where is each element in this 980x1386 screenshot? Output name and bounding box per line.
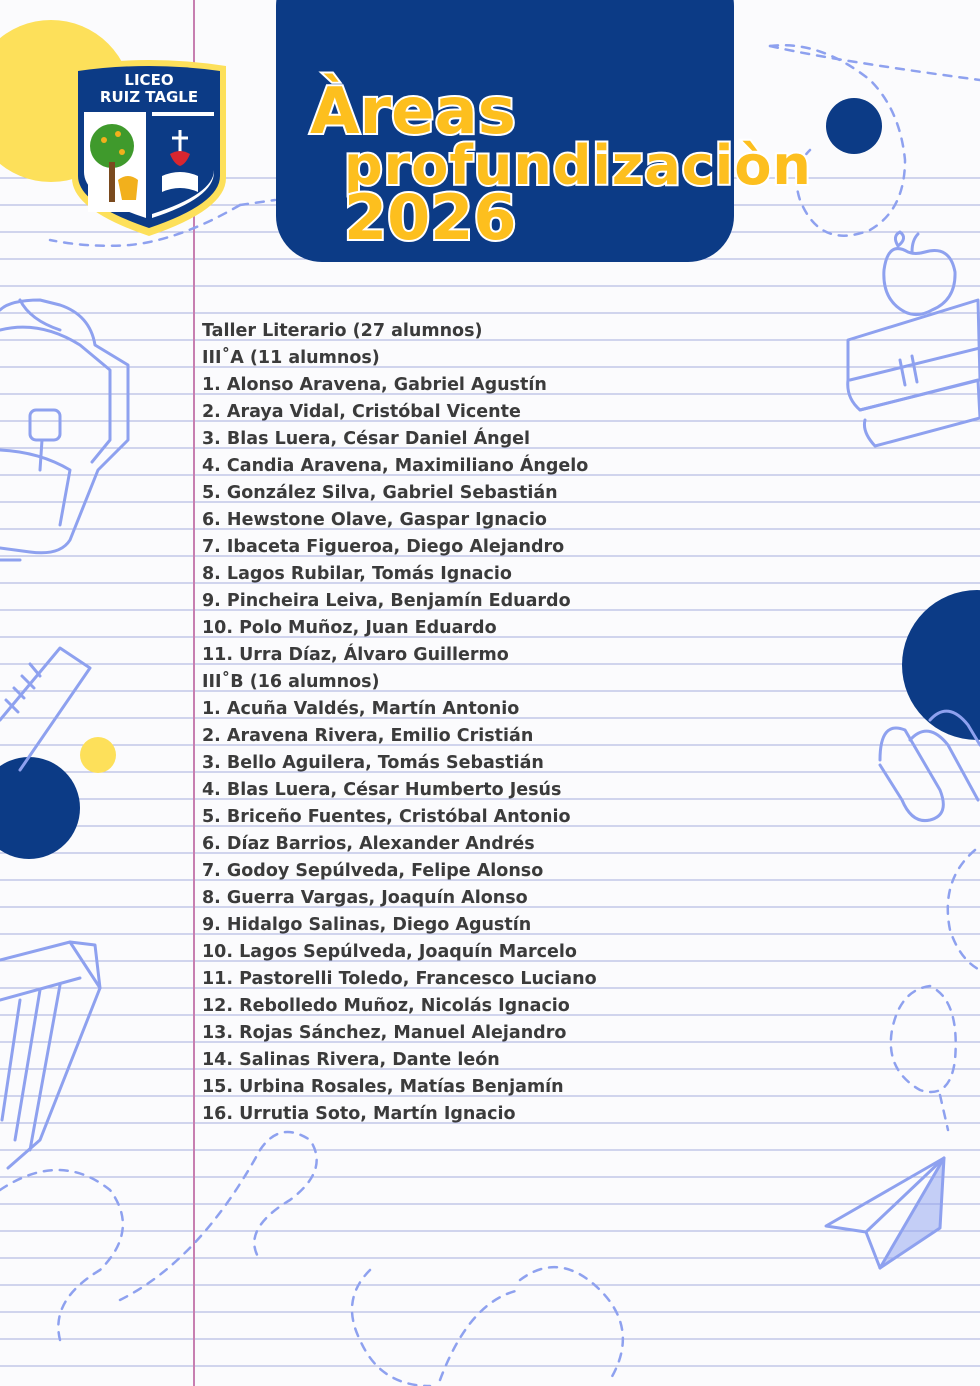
list-item: 7. Ibaceta Figueroa, Diego Alejandro	[202, 537, 565, 557]
list-item: 3. Blas Luera, César Daniel Ángel	[202, 429, 531, 449]
group-heading: III˚B (16 alumnos)	[202, 672, 380, 692]
list-item: 7. Godoy Sepúlveda, Felipe Alonso	[202, 861, 544, 881]
list-item: 10. Lagos Sepúlveda, Joaquín Marcelo	[202, 942, 577, 962]
pencil-icon	[0, 942, 100, 1168]
list-item: 14. Salinas Rivera, Dante león	[202, 1050, 500, 1070]
list-item: 9. Pincheira Leiva, Benjamín Eduardo	[202, 591, 571, 611]
ruler-icon	[0, 648, 90, 770]
student-list	[202, 318, 597, 1128]
books-icon	[848, 300, 980, 446]
list-item: 6. Díaz Barrios, Alexander Andrés	[202, 834, 535, 854]
list-item: 5. González Silva, Gabriel Sebastián	[202, 483, 558, 503]
list-item: 16. Urrutia Soto, Martín Ignacio	[202, 1104, 516, 1124]
logo-line-1: LICEO	[124, 71, 174, 89]
page-title	[310, 75, 812, 255]
list-item: 2. Aravena Rivera, Emilio Cristián	[202, 726, 534, 746]
list-item: 6. Hewstone Olave, Gaspar Ignacio	[202, 510, 547, 530]
paperclip-icon	[880, 711, 980, 820]
list-item: 10. Polo Muñoz, Juan Eduardo	[202, 618, 497, 638]
list-item: 12. Rebolledo Muñoz, Nicolás Ignacio	[202, 996, 570, 1016]
logo-line-2: RUIZ TAGLE	[99, 88, 199, 106]
list-item: 11. Pastorelli Toledo, Francesco Luciano	[202, 969, 597, 989]
list-item: 4. Blas Luera, César Humberto Jesús	[202, 780, 562, 800]
workshop-heading: Taller Literario (27 alumnos)	[202, 321, 483, 341]
list-item: 1. Alonso Aravena, Gabriel Agustín	[202, 375, 547, 395]
list-item: 13. Rojas Sánchez, Manuel Alejandro	[202, 1023, 567, 1043]
list-item: 8. Lagos Rubilar, Tomás Ignacio	[202, 564, 512, 584]
list-item: 9. Hidalgo Salinas, Diego Agustín	[202, 915, 532, 935]
list-item: 5. Briceño Fuentes, Cristóbal Antonio	[202, 807, 571, 827]
apple-icon	[884, 232, 955, 315]
title-line-1: Àreas	[310, 75, 516, 149]
title-line-2: profundizaciòn	[344, 133, 812, 197]
list-item: 15. Urbina Rosales, Matías Benjamín	[202, 1077, 564, 1097]
list-item: 8. Guerra Vargas, Joaquín Alonso	[202, 888, 528, 908]
list-item: 4. Candia Aravena, Maximiliano Ángelo	[202, 456, 589, 476]
list-item: 11. Urra Díaz, Álvaro Guillermo	[202, 645, 509, 665]
paper-plane-icon	[826, 1158, 944, 1268]
group-heading: III˚A (11 alumnos)	[202, 348, 380, 368]
title-line-3: 2026	[344, 181, 517, 255]
list-item: 1. Acuña Valdés, Martín Antonio	[202, 699, 520, 719]
list-item: 3. Bello Aguilera, Tomás Sebastián	[202, 753, 544, 773]
backpack-icon	[0, 300, 128, 560]
school-logo	[68, 60, 230, 238]
list-item: 2. Araya Vidal, Cristóbal Vicente	[202, 402, 521, 422]
